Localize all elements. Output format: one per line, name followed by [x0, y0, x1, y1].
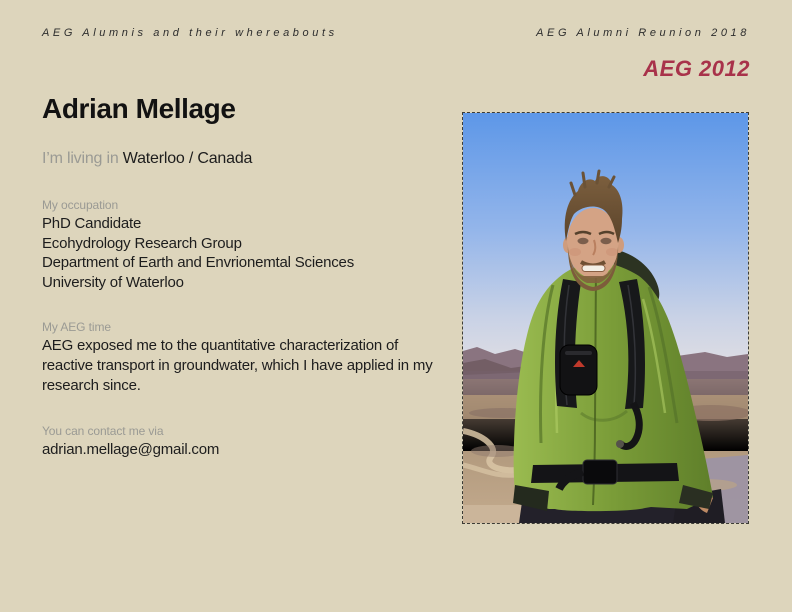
aeg-time-label: My AEG time: [42, 320, 111, 334]
aeg-time-section: [42, 320, 433, 396]
occupation-label: My occupation: [42, 198, 119, 212]
aeg-time-line: AEG exposed me to the quantitative characterization of: [42, 337, 399, 354]
contact-email: adrian.mellage@gmail.com: [42, 441, 220, 458]
header-left: AEG Alumnis and their whereabouts: [42, 27, 338, 39]
aeg-time-line: research since.: [42, 377, 141, 394]
occupation-line: Department of Earth and Envrionemtal Sciences: [42, 254, 354, 271]
occupation-line: PhD Candidate: [42, 215, 142, 232]
portrait-photo: [462, 112, 749, 524]
living-value: Waterloo / Canada: [122, 150, 253, 167]
occupation-section: [42, 198, 354, 292]
contact-label: You can contact me via: [42, 424, 164, 438]
occupation-line: Ecohydrology Research Group: [42, 234, 242, 252]
occupation-line: University of Waterloo: [42, 273, 184, 291]
header-right: AEG Alumni Reunion 2018: [536, 27, 750, 39]
aeg-time-line: reactive transport in groundwater, which I have applied in my: [42, 357, 433, 374]
living-line: [42, 150, 252, 168]
aeg-year-badge: AEG 2012: [643, 56, 750, 81]
living-label: I’m living in: [42, 150, 119, 167]
profile-name: Adrian Mellage: [42, 93, 236, 124]
contact-section: [42, 424, 219, 460]
portrait-photo-illustration: [463, 113, 748, 523]
